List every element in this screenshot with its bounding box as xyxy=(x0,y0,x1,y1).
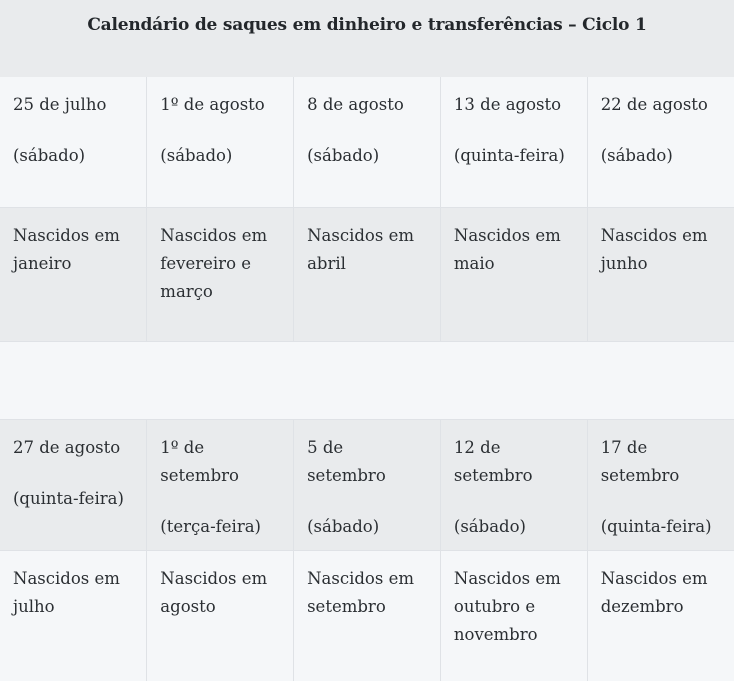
weekday-text: (sábado) xyxy=(307,517,380,536)
birth-month-cell: Nascidos em fevereiro e março xyxy=(147,207,294,341)
birth-month-cell: Nascidos em abril xyxy=(294,207,441,341)
birth-month-cell: Nascidos em setembro xyxy=(294,550,441,681)
date-cell xyxy=(0,77,147,207)
weekday-text: (quinta-feira) xyxy=(13,489,124,508)
date-text: 17 de setembro xyxy=(600,438,680,485)
birth-month-cell: Nascidos em julho xyxy=(0,550,147,681)
weekday-text: (sábado) xyxy=(453,517,526,536)
calendar-table-cycle-1-part-2 xyxy=(0,420,734,681)
date-cell xyxy=(147,77,294,207)
date-cell xyxy=(294,77,441,207)
date-row xyxy=(0,420,734,550)
calendar-table-cycle-1-part-1 xyxy=(0,77,734,341)
birth-month-cell: Nascidos em dezembro xyxy=(587,550,734,681)
date-cell xyxy=(587,420,734,550)
table-spacer xyxy=(0,341,734,420)
weekday-text: (terça-feira) xyxy=(160,517,261,536)
date-text: 12 de setembro xyxy=(453,438,533,485)
weekday-text: (sábado) xyxy=(307,146,380,165)
table-title: Calendário de saques em dinheiro e transferências – Ciclo 1 xyxy=(87,15,647,35)
birth-month-row xyxy=(0,550,734,681)
date-row xyxy=(0,77,734,207)
birth-month-cell: Nascidos em agosto xyxy=(147,550,294,681)
date-text: 5 de setembro xyxy=(307,438,386,485)
weekday-text: (quinta-feira) xyxy=(453,146,565,165)
birth-month-cell: Nascidos em outubro e novembro xyxy=(440,550,587,681)
table-title-bar xyxy=(0,0,734,77)
weekday-text: (sábado) xyxy=(13,146,86,165)
date-text: 27 de agosto xyxy=(13,438,121,457)
date-cell xyxy=(147,420,294,550)
date-cell xyxy=(0,420,147,550)
birth-month-cell: Nascidos em junho xyxy=(587,207,734,341)
date-text: 13 de agosto xyxy=(453,95,562,114)
birth-month-cell: Nascidos em maio xyxy=(440,207,587,341)
birth-month-cell: Nascidos em janeiro xyxy=(0,207,147,341)
weekday-text: (quinta-feira) xyxy=(600,517,712,536)
date-text: 1º de setembro xyxy=(160,438,239,485)
date-cell xyxy=(440,420,587,550)
weekday-text: (sábado) xyxy=(160,146,233,165)
birth-month-row xyxy=(0,207,734,341)
date-text: 1º de agosto xyxy=(160,95,265,114)
date-text: 22 de agosto xyxy=(600,95,708,114)
date-cell xyxy=(294,420,441,550)
date-text: 8 de agosto xyxy=(307,95,404,114)
date-cell xyxy=(587,77,734,207)
weekday-text: (sábado) xyxy=(600,146,673,165)
date-cell xyxy=(440,77,587,207)
date-text: 25 de julho xyxy=(13,95,107,114)
